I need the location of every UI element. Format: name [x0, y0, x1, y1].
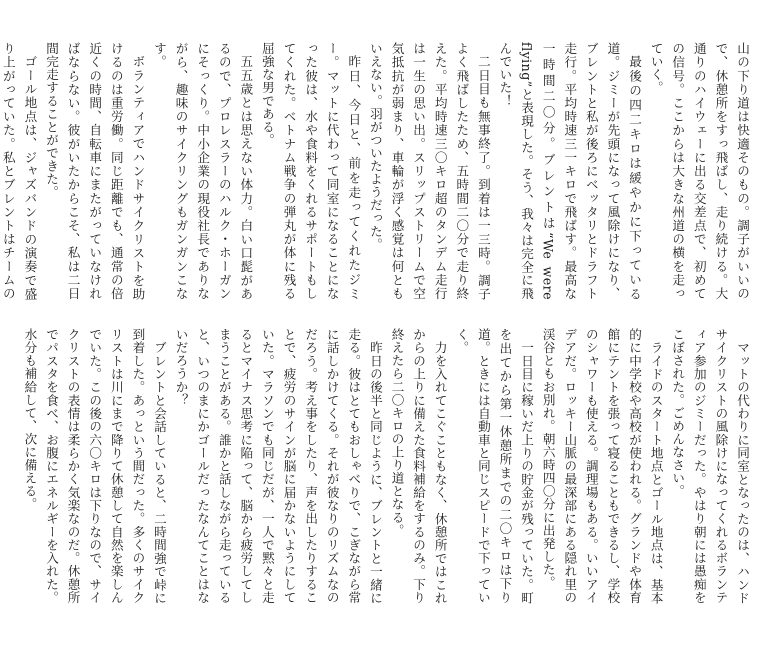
- paragraph: 二日目も無事終了。到着は一三時。調子よく飛ばしたため、五時間二〇分で走り終えた。平均時速三〇キロ超のタンデム走行は一生の思い出。スリップストリームで空気抵抗が弱まり、車輪が浮く感覚は何ともいえない。羽がついたようだった。: [367, 42, 491, 300]
- paragraph: 最後の四二キロは緩やかに下っている道。ジミーが先頭になって風除けになり、ブレントと私が後ろにベッタリとドラフト走行。平均時速三一キロで飛ばす。最高な一時間二〇分。ブレントは“We were flying”と表現した。そう、我々は完全に飛んでいた！: [497, 42, 643, 300]
- paragraph: 力を入れてこぐこともなく、休憩所ではこれからの上りに備えた食料補給をするのみ。下り終えたら二〇キロの上り道となる。: [389, 328, 448, 604]
- paragraph: 五五歳とは思えない体力。白い口髭があるので、プロレスラーのハルク・ホーガンにそっくり。中小企業の現役社長でありながら、趣味のサイクリングもガンガンこなす。: [151, 42, 254, 300]
- paragraph: マットの代わりに同室となったのは、ハンドサイクリストの風除けになってくれるボランティア参加のジミーだった。やはり朝には愚痴をこぼされた。ごめんなさい。: [670, 328, 750, 604]
- paragraph: ライドのスタート地点とゴール地点は、基本的に中学校や高校が使われる。グランドや体育館にテントを張って寝ることもできるし、学校のシャワーも使える。調理場もある。いいアイデアだ。ロッキー山脈の最深部にある隠れ里の渓谷ともお別れ。朝六時四〇分に出発した。: [540, 328, 664, 604]
- paragraph: 昨日、今日と、前を走ってくれたジミー。マットに代わって同室になることになった彼は、水や食料をくれるサポートもしてくれた。ベトナム戦争の弾丸が体に残る屈強な男である。: [259, 42, 362, 300]
- paragraph: 昨日の後半と同じように、ブレントと一緒に走る。彼はとてもおしゃべりで、こぎながら常に話しかけてくる。それが彼なりのリズムなのだろう。考え事をしたり、声を出したりすることで、疲労のサインが脳に届かないようにしていた。マラソンでも同じだが、一人で黙々と走るとマイナス思考に陥って、脳から疲労してしまうことがある。誰かと話しながら走っていると、いつのまにかゴールだったなんてことはないだろうか？: [173, 328, 383, 604]
- upper-text-block: [0, 42, 753, 300]
- paragraph: 山の下り道は快適そのもの。調子がいいので、休憩所をすっ飛ばし、走り続ける。大通りのハイウェーに出る交差点で、初めての信号。ここからは大きな州道の横を走っていく。: [648, 42, 750, 300]
- paragraph: ゴール地点は、ジャズバンドの演奏で盛り上がっていた。私とブレントはチームの: [0, 42, 38, 300]
- paragraph: ボランティアでハンドサイクリストを助けるのは重労働。同じ距離でも、通常の倍近くの時間、自転車にまたがっていなければならない。彼がいたからこそ、私は二日間完走することができた。: [44, 42, 146, 300]
- paragraph: 一日目に稼いだ上りの貯金が残っていた。町を出てから第一休憩所までの二〇キロは下り道。ときには自動車と同じスピードで下っていく。: [454, 328, 535, 604]
- paragraph: ブレントと会話していると、二時間強で峠に到着した。あっという間だった。多くのサイクリストは川にまで降りて休憩して自然を楽しんでいた。この後の六〇キロは下りなので、サイクリストの表情は柔らかく気楽なのだ。休憩所でパスタを食べ、お腹にエネルギーを入れた。水分も補給して、次に備える。: [22, 328, 167, 604]
- lower-text-block: [22, 328, 753, 604]
